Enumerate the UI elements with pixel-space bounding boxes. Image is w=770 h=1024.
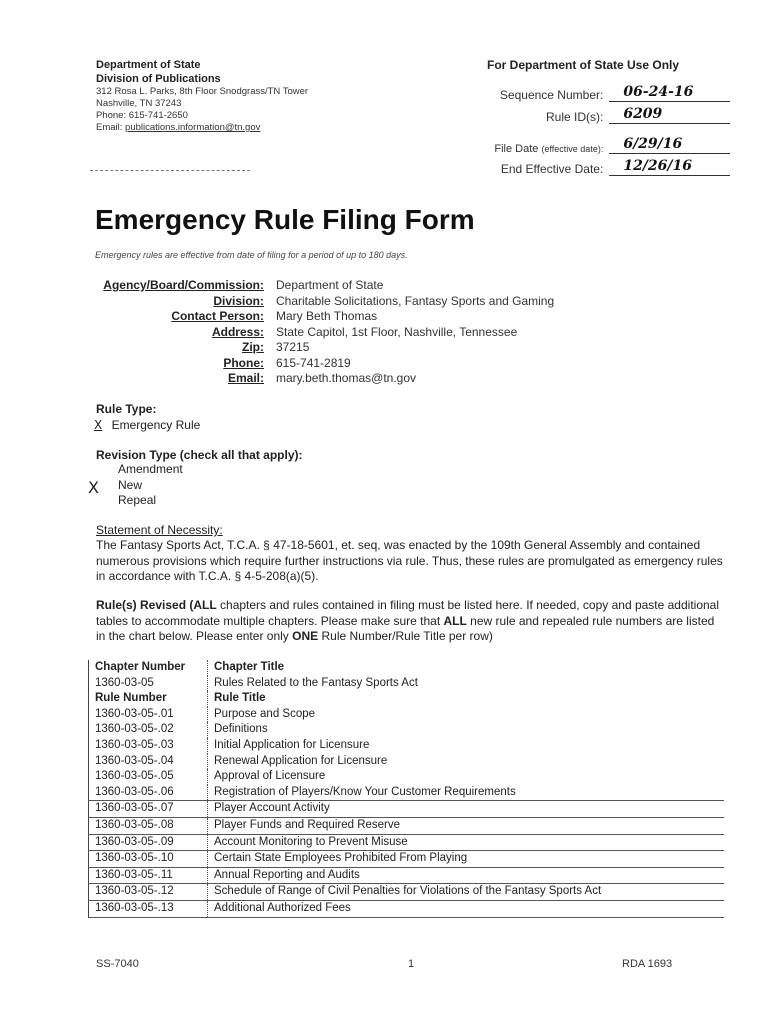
rules-revised-mid2: new rule and repealed rule numbers are listed in the chart below. Please enter only: [96, 613, 715, 643]
rule-type-heading: Rule Type:: [96, 402, 157, 416]
office-city: Nashville, TN 37243: [96, 98, 182, 109]
rule-number: 1360-03-05-.01: [89, 707, 208, 723]
rule-id-value: 6209: [609, 105, 730, 124]
revision-new[interactable]: [88, 477, 303, 497]
use-only-title: For Department of State Use Only: [487, 58, 680, 72]
address-row: [88, 325, 554, 341]
rule-number: 1360-03-05-.08: [89, 817, 208, 834]
rule-number: 1360-03-05-.06: [89, 785, 208, 801]
rules-revised-one: ONE: [292, 629, 319, 643]
email-row: [88, 371, 554, 387]
chapter-number-header: Chapter Number: [89, 660, 208, 676]
chapter-title-header: Chapter Title: [214, 661, 285, 673]
email-value[interactable]: mary.beth.thomas@tn.gov: [276, 371, 417, 385]
rule-number: 1360-03-05-.11: [89, 867, 208, 884]
division-row: [88, 294, 554, 310]
division-name: Division of Publications: [96, 73, 221, 85]
rule-title: Certain State Employees Prohibited From Playing: [208, 851, 725, 868]
rule-number-header: Rule Number: [89, 691, 208, 707]
agency-block: [88, 278, 554, 387]
file-date-note: (effective date):: [541, 144, 604, 154]
end-date-label: End Effective Date:: [500, 162, 604, 176]
address-label: Address:: [211, 324, 264, 339]
table-row: [89, 851, 725, 868]
rule-number: 1360-03-05-.13: [89, 900, 208, 917]
footer-form-number: SS-7040: [96, 958, 139, 970]
revision-heading: Revision Type (check all that apply):: [96, 448, 303, 462]
sequence-row: [470, 80, 730, 102]
rule-title: Schedule of Range of Civil Penalties for Violations of the Fantasy Sports Act: [208, 884, 725, 901]
rule-title: Renewal Application for Licensure: [214, 754, 388, 767]
rules-revised-all2: ALL: [443, 613, 467, 628]
rule-title: Registration of Players/Know Your Customer Requirements: [208, 785, 725, 801]
agency-row: [88, 278, 554, 294]
table-row: [89, 754, 725, 770]
file-date-label-group: [470, 144, 609, 154]
rule-type-section: [96, 402, 200, 432]
table-row: [89, 834, 725, 851]
revision-mark: X: [88, 477, 99, 497]
rule-title: Initial Application for Licensure: [214, 738, 370, 751]
table-row: [89, 801, 725, 818]
office-email-label: Email:: [96, 122, 123, 133]
division-value: Charitable Solicitations, Fantasy Sports and Gaming: [276, 293, 555, 308]
department-name: Department of State: [96, 59, 201, 71]
rules-revised-mid: chapters and rules contained in filing must be listed here. If needed, copy and paste additional tables to accommodate multiple chapters. Please make sure that: [96, 598, 720, 628]
table-row: [89, 722, 725, 738]
form-title: Emergency Rule Filing Form: [95, 204, 475, 235]
rule-number: 1360-03-05-.05: [89, 769, 208, 785]
rule-number: 1360-03-05-.02: [89, 722, 208, 738]
phone-label: Phone:: [223, 355, 264, 370]
revision-amendment[interactable]: Amendment: [118, 462, 183, 476]
necessity-heading: Statement of Necessity:: [96, 523, 223, 537]
file-date-label: File Date: [494, 143, 539, 155]
rule-number: 1360-03-05-.04: [89, 754, 208, 770]
rule-id-row: [470, 102, 730, 124]
agency-label: Agency/Board/Commission:: [103, 278, 264, 292]
rules-revised-tail: Rule Number/Rule Title per row): [318, 629, 493, 643]
rules-revised-paragraph: [96, 598, 726, 645]
table-row: [89, 707, 725, 723]
end-date-row: [470, 154, 730, 176]
rule-title: Account Monitoring to Prevent Misuse: [208, 834, 725, 851]
office-address: 312 Rosa L. Parks, 8th Floor Snodgrass/TN Tower: [96, 86, 309, 97]
rule-id-label: Rule ID(s):: [545, 110, 604, 124]
sequence-label: Sequence Number:: [499, 88, 604, 102]
rule-title: Purpose and Scope: [214, 707, 316, 720]
table-row: [89, 785, 725, 801]
rule-number: 1360-03-05-.09: [89, 834, 208, 851]
rule-number: 1360-03-05-.03: [89, 738, 208, 754]
rule-title: Definitions: [214, 723, 268, 736]
contact-value: Mary Beth Thomas: [276, 309, 378, 323]
rule-title: Approval of Licensure: [214, 770, 326, 783]
footer-rda: RDA 1693: [622, 958, 673, 970]
table-row: [89, 867, 725, 884]
revision-section: [88, 448, 303, 509]
rule-type-mark: X: [94, 418, 103, 432]
rule-title: Annual Reporting and Audits: [208, 867, 725, 884]
rules-revised-lead: Rule(s) Revised (: [96, 598, 194, 612]
zip-row: [88, 340, 554, 356]
rule-type-label: Emergency Rule: [111, 418, 201, 432]
zip-label: Zip:: [242, 340, 264, 354]
table-row: [89, 884, 725, 901]
necessity-text: The Fantasy Sports Act, T.C.A. § 47-18-5601, et. seq, was enacted by the 109th General Assembly and contained numerous provisions which require further instructions via rule. Thus, these rules are promulgated as emergency rules in accordance with T.C.A. § 4-5-208(a)(5).: [96, 538, 723, 583]
header-divider: [90, 170, 250, 171]
file-date-value: 6/29/16: [609, 135, 730, 154]
agency-value: Department of State: [276, 278, 384, 292]
office-email-line: [96, 122, 416, 134]
chapter-title: Rules Related to the Fantasy Sports Act: [214, 676, 418, 689]
file-date-row: [470, 124, 730, 154]
rule-title-header: Rule Title: [214, 692, 266, 705]
address-value: State Capitol, 1st Floor, Nashville, Tennessee: [276, 324, 518, 339]
rules-revised-all1: ALL: [193, 598, 217, 612]
phone-value: 615-741-2819: [276, 355, 351, 370]
zip-value: 37215: [276, 340, 310, 354]
header-office-block: [96, 58, 416, 134]
rules-table: [88, 660, 724, 918]
use-only-block: [470, 58, 730, 176]
revision-new-label: New: [118, 477, 143, 492]
rule-title: Additional Authorized Fees: [208, 900, 725, 917]
table-row: [89, 769, 725, 785]
division-label: Division:: [213, 293, 264, 308]
rule-header-row: [89, 691, 725, 707]
footer-page-number: 1: [408, 958, 415, 970]
chapter-number: 1360-03-05: [89, 676, 208, 692]
chapter-row: [89, 676, 725, 692]
table-row: [89, 817, 725, 834]
contact-row: [88, 309, 554, 325]
office-email[interactable]: publications.information@tn.gov: [125, 122, 261, 133]
rule-number: 1360-03-05-.07: [89, 801, 208, 818]
rule-number: 1360-03-05-.10: [89, 851, 208, 868]
form-subtitle: Emergency rules are effective from date of filing for a period of up to 180 days.: [95, 250, 408, 260]
rule-title: Player Account Activity: [208, 801, 725, 818]
chapter-header-row: [89, 660, 725, 676]
sequence-value: 06-24-16: [609, 83, 730, 102]
contact-label: Contact Person:: [171, 309, 264, 323]
phone-row: [88, 356, 554, 372]
email-label: Email:: [227, 371, 264, 385]
office-phone: Phone: 615-741-2650: [96, 110, 188, 121]
table-row: [89, 738, 725, 754]
rule-number: 1360-03-05-.12: [89, 884, 208, 901]
rule-type-option[interactable]: [88, 418, 200, 432]
table-row: [89, 900, 725, 917]
rule-title: Player Funds and Required Reserve: [208, 817, 725, 834]
revision-repeal[interactable]: Repeal: [118, 493, 157, 507]
end-date-value: 12/26/16: [609, 157, 730, 176]
